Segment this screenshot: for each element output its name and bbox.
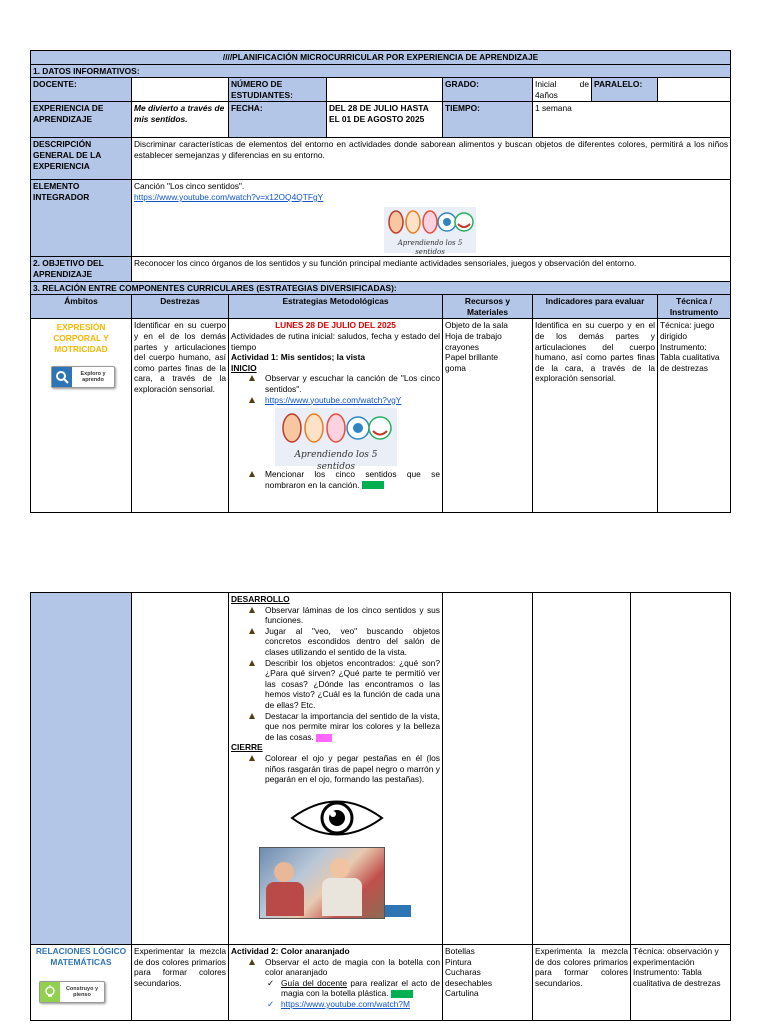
magnifier-icon — [52, 367, 72, 387]
numero-estudiantes-label: NÚMERO DE ESTUDIANTES: — [229, 78, 327, 102]
badge-exploro-aprendo — [51, 366, 115, 388]
tecnica-cell-1 — [658, 319, 731, 513]
estrategias-cell-2 — [229, 945, 443, 1021]
actividad-2-link[interactable]: ✓ https://www.youtube.com/watch?M — [267, 999, 440, 1010]
classroom-photo-area — [231, 847, 440, 919]
elemento-integrador-cell — [132, 180, 731, 257]
tecnica-cell-2 — [631, 945, 731, 1021]
recurso-item: Botellas — [445, 946, 475, 956]
ambito-cont-cell — [31, 593, 132, 945]
inicio-bullet-2 — [245, 469, 440, 490]
recurso-item: Hoja de trabajo — [445, 330, 502, 341]
elemento-integrador-value: Canción "Los cinco sentidos". — [134, 181, 245, 192]
senses-caption-2: Aprendiendo los 5 sentidos — [294, 449, 378, 472]
indicador-2: Experimenta la mezcla de dos colores primarios para formar colores secundarios. — [533, 945, 631, 1021]
recurso-item: Objeto de la sala — [445, 320, 508, 331]
cierre-heading: CIERRE — [231, 742, 263, 753]
descripcion-label: DESCRIPCIÓN GENERAL DE LA EXPERIENCIA — [31, 138, 132, 180]
desarrollo-bullet-4 — [245, 711, 440, 743]
ambito-cell-1 — [31, 319, 132, 513]
recurso-item: goma — [445, 362, 466, 373]
pink-marker — [316, 734, 332, 742]
badge-label-2: Construyo y pienso — [65, 986, 99, 999]
destreza-cont-cell — [132, 593, 229, 945]
inicio-heading: INICIO — [231, 362, 257, 373]
activity-date: LUNES 28 DE JULIO DEL 2025 — [275, 320, 396, 331]
tecnica-cont-cell — [631, 593, 731, 945]
eye-illustration — [289, 793, 440, 846]
actividad-1-title: Actividad 1: Mis sentidos; la vista — [231, 352, 366, 363]
actividad-2-check-1 — [267, 978, 440, 999]
senses-image-2 — [275, 408, 397, 472]
docente-label: DOCENTE: — [31, 78, 132, 102]
cierre-bullet-1: Colorear el ojo y pegar pestañas en él (los niños rasgarán tiras de papel negro o marrón y pegarán en el ojo, formando las pestañas). — [245, 753, 440, 785]
senses-image — [384, 207, 476, 257]
destreza-1: Identificar en su cuerpo y en el de los demás partes y articulaciones del cuerpo humano, así como partes finas de la cara, a través de la exploración sensorial. — [132, 319, 229, 513]
docente-value — [132, 78, 229, 102]
document-title: ////PLANIFICACIÓN MICROCURRICULAR POR EXPERIENCIA DE APRENDIZAJE — [31, 51, 731, 65]
indicador-1: Identifica en su cuerpo y en el de los demás partes y articulaciones del cuerpo humano, así como partes finas de la cara, a través de la exploración sensorial. — [533, 319, 658, 513]
five-senses-icon — [384, 207, 476, 237]
desarrollo-bullet-4-text: Destacar la importancia del sentido de la vista, que nos permite mirar los colores y la belleza de las cosas. — [265, 710, 440, 742]
objetivo-label: 2. OBJETIVO DEL APRENDIZAJE — [31, 257, 132, 281]
col-ambitos: Ámbitos — [31, 295, 132, 319]
objetivo-value: Reconocer los cinco órganos de los sentidos y su función principal mediante actividades sensoriales, juegos y observación del entorno. — [132, 257, 731, 281]
paralelo-label: PARALELO: — [592, 78, 658, 102]
tiempo-value: 1 semana — [533, 102, 731, 138]
senses-caption: Aprendiendo los 5 sentidos — [397, 239, 463, 257]
section-relacion: 3. RELACIÓN ENTRE COMPONENTES CURRICULARES (ESTRATEGIAS DIVERSIFICADAS): — [31, 281, 731, 295]
grado-value: Inicial de 4años — [533, 78, 592, 102]
paralelo-value — [658, 78, 731, 102]
experiencia-value: Me divierto a través de mis sentidos. — [132, 102, 229, 138]
desarrollo-bullet-2: Jugar al "veo, veo" buscando objetos concretos escondidos dentro del salón de clases utilizando el sentido de la vista. — [245, 626, 440, 658]
ambito-cell-2 — [31, 945, 132, 1021]
check-1-text: para realizar el acto de magia con la botella plástica. — [281, 977, 440, 999]
tecnica-1: Técnica: juego dirigido — [660, 320, 715, 341]
instrumento-2: Instrumento: Tabla cualitativa de destrezas — [633, 967, 721, 988]
classroom-photo — [259, 847, 385, 919]
descripcion-value: Discriminar características de elementos del entorno en actividades donde saborean alimentos y buscan objetos de diferentes colores, permitirá a los niños establecer semejanzas y diferencias en su entorno. — [132, 138, 731, 180]
rutina-text: Actividades de rutina inicial: saludos, fecha y estado del tiempo — [231, 330, 440, 352]
actividad-2-bullet-1: Observar el acto de magia con la botella con color anaranjado — [245, 957, 440, 978]
tecnica-2: Técnica: observación y experimentación — [633, 946, 719, 967]
green-marker-2 — [391, 990, 413, 998]
song-link[interactable]: https://www.youtube.com/watch?v=x12OQ4QTFgY — [134, 191, 324, 202]
destreza-2: Experimentar la mezcla de dos colores primarios para formar colores secundarios. — [132, 945, 229, 1021]
col-tecnica: Técnica / Instrumento — [658, 295, 731, 319]
recurso-item: Cucharas desechables — [445, 967, 493, 988]
ambito-relaciones: RELACIONES LÓGICO MATEMÁTICAS — [35, 946, 127, 967]
lightbulb-icon — [40, 982, 60, 1002]
inicio-bullet-2-text: Mencionar los cinco sentidos que se nombraron en la canción. — [265, 469, 440, 490]
indicador-cont-cell — [533, 593, 631, 945]
col-destrezas: Destrezas — [132, 295, 229, 319]
badge-construyo-pienso — [39, 981, 105, 1003]
eye-icon — [289, 793, 385, 843]
fecha-value: DEL 28 DE JULIO HASTA EL 01 DE AGOSTO 2025 — [327, 102, 443, 138]
elemento-integrador-label: ELEMENTO INTEGRADOR — [31, 180, 132, 257]
guia-docente-link[interactable]: Guía del docente — [281, 977, 347, 988]
inicio-link[interactable]: https://www.youtube.com/watch?vgY — [245, 395, 440, 406]
blue-marker — [385, 905, 411, 917]
fecha-label: FECHA: — [229, 102, 327, 138]
recursos-cell-2 — [443, 945, 533, 1021]
estrategias-cell-1 — [229, 319, 443, 513]
recurso-item: crayones — [445, 341, 479, 352]
badge-label: Exploro y aprendo — [80, 371, 106, 384]
recurso-item: Pintura — [445, 956, 472, 967]
green-marker — [362, 481, 384, 489]
inicio-bullet-1: Observar y escuchar la canción de "Los cinco sentidos". — [245, 373, 440, 394]
planning-table-part-2 — [30, 592, 731, 1021]
tiempo-label: TIEMPO: — [443, 102, 533, 138]
grado-label: GRADO: — [443, 78, 533, 102]
section-datos-informativos: 1. DATOS INFORMATIVOS: — [31, 64, 731, 78]
recursos-cell-1 — [443, 319, 533, 513]
estrategias-cont-cell — [229, 593, 443, 945]
recurso-item: Papel brillante — [445, 352, 499, 363]
recurso-item: Cartulina — [445, 988, 479, 999]
numero-estudiantes-value — [327, 78, 443, 102]
planning-table-part-1 — [30, 50, 731, 513]
col-estrategias: Estrategias Metodológicas — [229, 295, 443, 319]
desarrollo-bullet-1: Observar láminas de los cinco sentidos y sus funciones. — [245, 605, 440, 626]
actividad-2-title: Actividad 2: Color anaranjado — [231, 946, 350, 956]
recursos-cont-cell — [443, 593, 533, 945]
desarrollo-heading: DESARROLLO — [231, 594, 290, 604]
col-indicadores: Indicadores para evaluar — [533, 295, 658, 319]
ambito-expresion: EXPRESIÓN CORPORAL Y MOTRICIDAD — [53, 322, 109, 354]
experiencia-label: EXPERIENCIA DE APRENDIZAJE — [31, 102, 132, 138]
desarrollo-bullet-3: Describir los objetos encontrados: ¿qué son? ¿Para qué sirven? ¿Qué parte te permitió ver las cosas? ¿Dónde las encontramos o las hemos visto? ¿Cuál es la función de cada una de ellas? Etc. — [245, 658, 440, 711]
col-recursos: Recursos y Materiales — [443, 295, 533, 319]
five-senses-icon — [275, 408, 397, 446]
instrumento-1: Instrumento: Tabla cualitativa de destrezas — [660, 341, 720, 373]
